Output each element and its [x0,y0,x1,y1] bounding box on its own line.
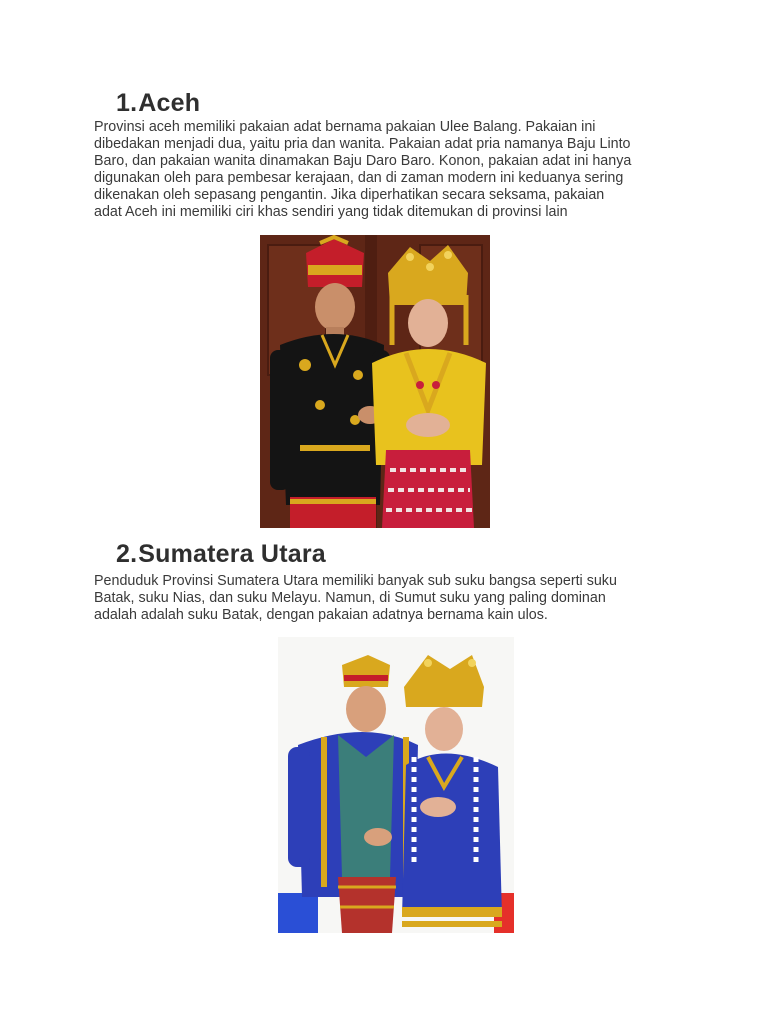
paragraph-line: digunakan oleh para pembesar kerajaan, dan di zaman modern ini keduanya sering [94,170,624,186]
section-heading-sumatera-utara [116,540,326,569]
paragraph-line: Provinsi aceh memiliki pakaian adat bernama pakaian Ulee Balang. Pakaian ini [94,119,596,135]
section-title: Aceh [138,89,201,117]
paragraph-line: Baro, dan pakaian wanita dinamakan Baju Daro Baro. Konon, pakaian adat ini hanya [94,153,632,169]
paragraph-line: Penduduk Provinsi Sumatera Utara memiliki banyak sub suku bangsa seperti suku [94,573,617,589]
section-paragraph-sumatera-utara [94,573,694,624]
sumatera-utara-costume-photo [278,637,514,933]
paragraph-line: adat Aceh ini memiliki ciri khas sendiri yang tidak ditemukan di provinsi lain [94,204,568,220]
section-title: Sumatera Utara [138,540,326,568]
section-heading-aceh [116,89,200,118]
section-paragraph-aceh [94,119,694,221]
aceh-costume-photo [260,235,490,528]
paragraph-line: adalah adalah suku Batak, dengan pakaian adatnya bernama kain ulos. [94,607,548,623]
paragraph-line: dikenakan oleh sepasang pengantin. Jika diperhatikan secara seksama, pakaian [94,187,605,203]
paragraph-line: dibedakan menjadi dua, yaitu pria dan wanita. Pakaian adat pria namanya Baju Linto [94,136,631,152]
section-number: 2. [116,540,138,568]
paragraph-line: Batak, suku Nias, dan suku Melayu. Namun, di Sumut suku yang paling dominan [94,590,606,606]
section-number: 1. [116,89,138,117]
sumatera-utara-costume-illustration [278,637,514,933]
aceh-costume-illustration [260,235,490,528]
